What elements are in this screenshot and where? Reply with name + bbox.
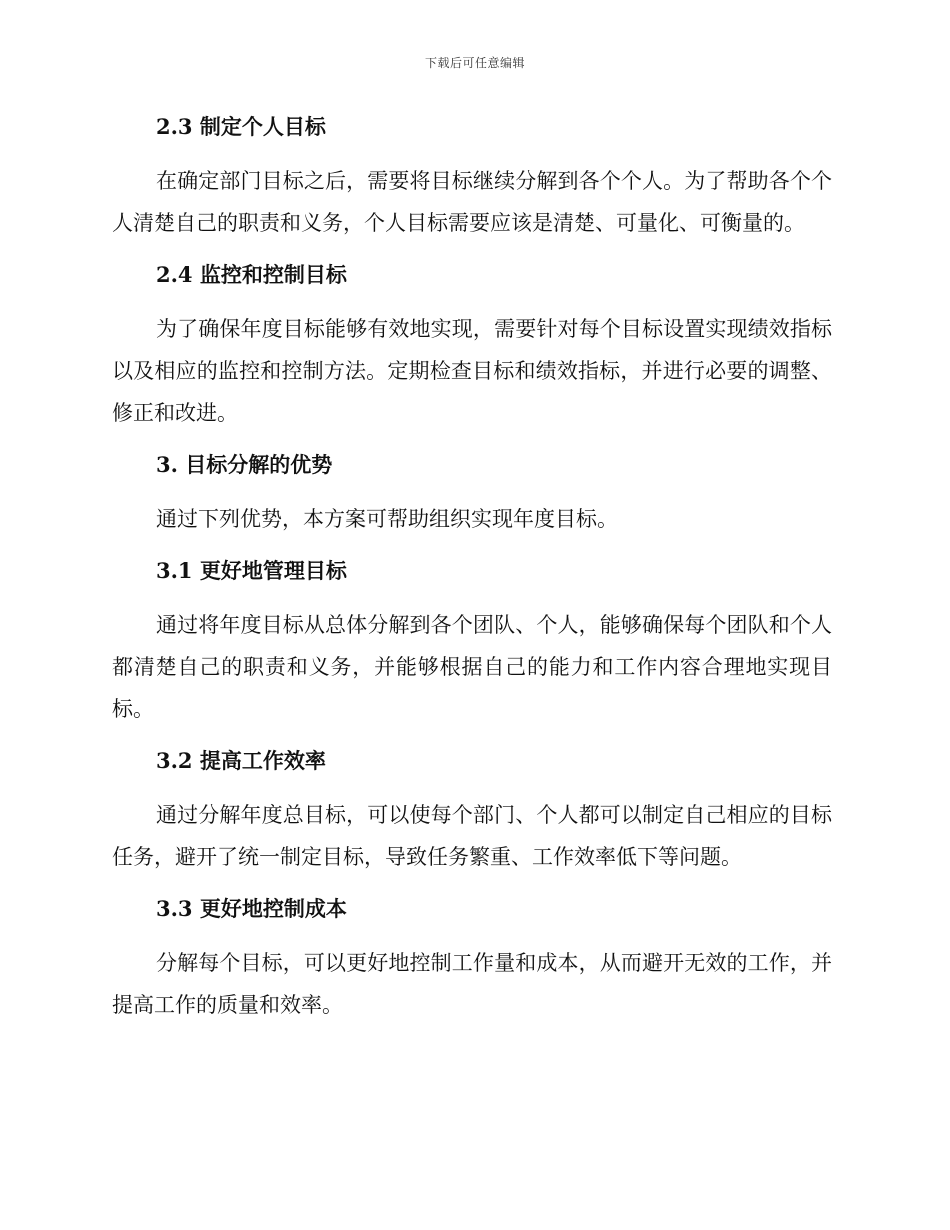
section-3 <box>112 446 832 552</box>
page-header: 下载后可任意编辑 <box>424 56 525 70</box>
section-paragraph: 在确定部门目标之后，需要将目标继续分解到各个个人。为了帮助各个个人清楚自己的职责和义务，个人目标需要应该是清楚、可量化、可衡量的。 <box>112 169 832 235</box>
section-paragraph: 通过将年度目标从总体分解到各个团队、个人，能够确保每个团队和个人都清楚自己的职责和义务，并能够根据自己的能力和工作内容合理地实现目标。 <box>112 613 832 721</box>
section-heading: 3.3 更好地控制成本 <box>156 896 347 921</box>
section-3-3 <box>112 890 832 1026</box>
section-paragraph: 为了确保年度目标能够有效地实现，需要针对每个目标设置实现绩效指标以及相应的监控和控制方法。定期检查目标和绩效指标，并进行必要的调整、修正和改进。 <box>112 317 832 425</box>
section-paragraph: 分解每个目标，可以更好地控制工作量和成本，从而避开无效的工作，并提高工作的质量和效率。 <box>112 951 832 1017</box>
section-heading: 2.3 制定个人目标 <box>156 114 326 139</box>
section-3-2 <box>112 742 832 890</box>
section-heading: 2.4 监控和控制目标 <box>156 262 347 287</box>
section-2-3 <box>112 108 832 256</box>
section-heading: 3. 目标分解的优势 <box>156 452 333 477</box>
section-paragraph: 通过下列优势，本方案可帮助组织实现年度目标。 <box>156 507 618 531</box>
section-3-1 <box>112 552 832 742</box>
section-2-4 <box>112 256 832 446</box>
section-heading: 3.2 提高工作效率 <box>156 748 326 773</box>
section-paragraph: 通过分解年度总目标，可以使每个部门、个人都可以制定自己相应的目标任务，避开了统一制定目标，导致任务繁重、工作效率低下等问题。 <box>112 803 832 869</box>
section-heading: 3.1 更好地管理目标 <box>156 558 347 583</box>
document-body <box>112 108 832 1026</box>
